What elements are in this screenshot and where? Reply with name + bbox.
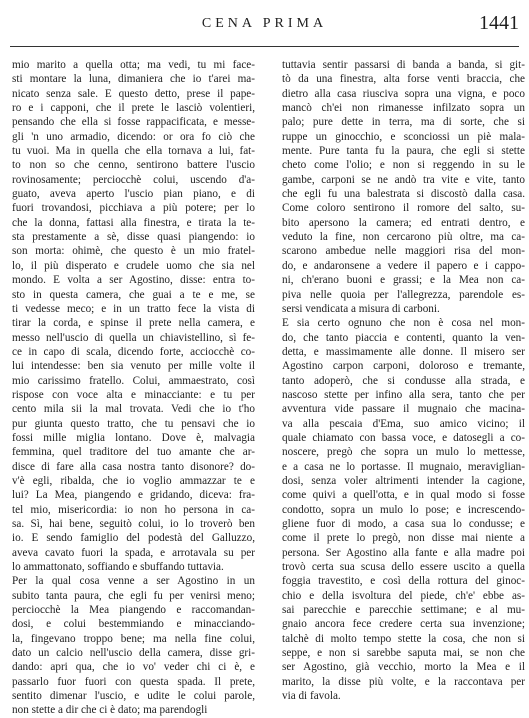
- text-line: che la donna, fattasi alla finestra, e tirata la te-: [12, 216, 255, 229]
- text-line: sto in questa camera, che guai a te e me, se: [12, 288, 255, 301]
- right-column: [282, 58, 525, 703]
- text-line: marito, la disse più volte, e la raccontava per: [282, 675, 525, 688]
- page-header: [0, 10, 529, 40]
- text-line: perciocchè la Mea piangendo e raccomandan-: [12, 604, 255, 617]
- text-line: trovò certa sua scusa dello essere uscito a quella: [282, 561, 525, 574]
- text-line: piva nelle quoia per l'allegrezza, parendole es-: [282, 288, 525, 301]
- text-line: guato, aveva aperto l'uscio pian piano, e di: [12, 188, 255, 201]
- text-line: mancò ch'ei non rimanesse infilzato sopra un: [282, 102, 525, 115]
- text-line: persona. Ser Agostino alla fante e alla madre poi: [282, 546, 525, 559]
- text-line: sai parecchie e parecchie settimane; e al mu-: [282, 604, 525, 617]
- text-line: gambe, carponi se ne andò tra vite e vite, tanto: [282, 173, 525, 186]
- text-line: mondo. E volta a ser Agostino, disse: entra to-: [12, 274, 255, 287]
- text-line: dato un calcio nell'uscio della camera, disse gri-: [12, 647, 255, 660]
- text-line: dando: apri qua, che io vo' veder chi ci è, e: [12, 661, 255, 674]
- text-line: foggia travestito, e così della rottura del ginoc-: [282, 575, 525, 588]
- page-number: 1441: [479, 12, 519, 34]
- text-line: lo, il più disperato e crudele uomo che sia nel: [12, 259, 255, 272]
- text-line: fuori trovandosi, picchiava a più potere; per lo: [12, 202, 255, 215]
- text-line: tuttavia sentir passarsi di banda a banda, si git-: [282, 59, 525, 71]
- text-line: sa. Sì, hai bene, seguitò colui, io lo troverò ben: [12, 518, 255, 530]
- header-rule: [10, 46, 519, 47]
- left-column: [12, 58, 255, 718]
- text-line: tanto adoperò, che si condusse alla strada, e: [282, 374, 525, 387]
- text-line: dietro alla casa riusciva sopra una vigna, e poco: [282, 87, 525, 100]
- text-line: dosi, senza voler altrimenti intender la cagione,: [282, 474, 525, 487]
- text-line: sersi vendicata a misura di carboni.: [282, 302, 440, 315]
- text-line: condotto, sopra un mulo lo pose; e increscendo-: [282, 503, 525, 516]
- text-line: subito tanta paura, che egli fu per venirsi meno;: [12, 589, 255, 602]
- text-line: do, e andaronsene a vedere il papero e i cappo-: [282, 259, 525, 272]
- text-line: scarono ambedue nelle maggiori risa del mon-: [282, 245, 525, 258]
- text-line: lui intendesse: ben sia venuto per mille volte il: [12, 360, 255, 373]
- text-line: detta, e massimamente alle donne. Il misero ser: [282, 345, 525, 358]
- text-line: do, che tanto piaccia e contenti, quanto la ven-: [282, 331, 525, 344]
- text-line: pur giunta questo tratto, che tu pensavi che io: [12, 417, 255, 430]
- text-line: Agostino carpon carponi, doloroso e tremante,: [282, 360, 525, 373]
- text-line: ruppe un ginocchio, e sconciossi un piè mala-: [282, 130, 525, 143]
- text-line: sti montare la luna, dimaniera che io t'arei ma-: [12, 73, 255, 86]
- text-line: Per la qual cosa venne a ser Agostino in un: [12, 575, 255, 588]
- text-line: tirar la corda, e spinse il prete nella camera, e: [12, 317, 255, 330]
- text-line: sentito dimenar l'uscio, e udite le colui parole,: [12, 690, 255, 703]
- text-line: messo nell'uscio di quella un chiavistellino, sì fe-: [12, 331, 255, 344]
- text-line: rispose con voce alta e minacciante: e tu per: [12, 388, 255, 401]
- text-line: sta prestamente a sè, disse quasi piangendo: io: [12, 231, 255, 244]
- text-line: noscere, pregò che sopra un mulo lo mettesse,: [282, 446, 525, 459]
- text-line: io. E sendo famiglio del podestà del Galluzzo,: [12, 532, 255, 545]
- text-line: nascoso stette per infino alla sera, tanto che per: [282, 388, 525, 401]
- text-line: mio marito a quella otta; ma vedi, tu mi face-: [12, 59, 255, 71]
- text-line: mio carissimo fratello. Colui, ammaestrato, così: [12, 374, 255, 387]
- text-line: va alla pescaia d'Ema, suo amico vicino; il: [282, 417, 525, 430]
- text-line: son morta: ohimè, che questo è un mio fratel-: [12, 245, 255, 258]
- text-line: talchè di molto tempo stette la cosa, che non si: [282, 632, 525, 645]
- text-line: pensando che ella si fosse rappacificata, e messe-: [12, 116, 255, 129]
- text-line: tu vuoi. Ma in quella che ella tornava a lui, fat-: [12, 145, 255, 158]
- text-line: avventura vide passare il mugnaio che macina-: [282, 403, 525, 416]
- text-line: tel mio, misericordia: io non ho persona in ca-: [12, 503, 255, 516]
- text-line: lo ammattonato, soffiando e sbuffando tuttavia.: [12, 561, 224, 574]
- text-line: ti vedesse meco; e in un tratto fece la vista di: [12, 302, 255, 315]
- text-line: gliene fuor di modo, a casa sua lo condusse; e: [282, 518, 525, 530]
- text-line: gli 'n uno armadio, dicendo: or ora fo ciò che: [12, 130, 255, 143]
- running-title: CENA PRIMA: [201, 16, 328, 31]
- text-line: aveva cavato fuori la spada, e arrotavala su per: [12, 546, 255, 559]
- text-line: femmina, quel traditore del tuo amante che ar-: [12, 446, 255, 459]
- text-line: fossi mille miglia lontano. Dove è, malvagia: [12, 431, 255, 444]
- text-line: Come coloro sentirono il romore del salto, su-: [282, 202, 525, 215]
- text-line: E sia certo ognuno che non è cosa nel mon-: [282, 317, 525, 330]
- text-line: to non so che cenno, sentirono battere l'uscio: [12, 159, 255, 172]
- text-line: la, fingevano troppo bene; ma nella fine colui,: [12, 632, 255, 645]
- text-line: nicato senza sale. E questo detto, prese il pape-: [12, 87, 255, 100]
- text-line: cento mila sii la mal trovata. Vedi che io t'ho: [12, 403, 255, 416]
- text-line: via di favola.: [282, 690, 341, 703]
- text-line: bito apersono la camera; ed entrati dentro, e: [282, 216, 525, 229]
- text-line: chio e della isvoltura del piede, ch'e' ebbe as-: [282, 589, 525, 602]
- text-line: ser Agostino, già vecchio, morto la Mea e il: [282, 661, 525, 674]
- text-line: v'è egli, ribalda, che io voglio ammazzar te e: [12, 474, 255, 487]
- text-line: e a casa ne lo portasse. Il mugnaio, meraviglian-: [282, 460, 525, 473]
- text-line: non stette a dir che ci è dato; ma parendogli: [12, 704, 208, 717]
- text-line: ni, ch'erano buoni e grassi; e la Mea non ca-: [282, 274, 525, 287]
- text-line: passarlo fuor fuori con questa spada. Il prete,: [12, 675, 255, 688]
- text-line: quale chiamato con bassa voce, e datosegli a co-: [282, 431, 525, 444]
- text-line: gnaio ancora fece credere certa sua invenzione;: [282, 618, 525, 631]
- text-line: lui? La Mea, piangendo e gridando, diceva: fra-: [12, 489, 255, 502]
- text-line: palo; pure dette in terra, ma di sorte, che si: [282, 116, 525, 129]
- text-line: ro e i capponi, che il prete le lasciò volentieri,: [12, 102, 255, 115]
- text-line: tò da una finestra, alta forse venti braccia, che: [282, 73, 525, 86]
- text-line: veduto la fine, non cercarono più oltre, ma ca-: [282, 231, 525, 244]
- text-line: che egli fu una balestrata si discostò dalla casa.: [282, 188, 525, 201]
- text-line: ce in capo di scala, dicendo forte, acciocchè co-: [12, 345, 255, 358]
- text-line: dosi, e colui bestemmiando e minacciando-: [12, 618, 255, 631]
- text-line: disce di fare alla casa nostra tanto disonore? do-: [12, 460, 255, 473]
- text-line: come quivi a quell'otta, e in qual modo si fosse: [282, 489, 525, 502]
- text-line: cheto come l'olio; e non si reggendo in su le: [282, 159, 525, 172]
- text-line: seppe, e non si sarebbe saputa mai, se non che: [282, 647, 525, 660]
- text-line: rovinosamente; perciocchè colui, uscendo d'a-: [12, 173, 255, 186]
- text-line: mente. Pure tanta fu la paura, che egli si stette: [282, 145, 525, 158]
- text-line: come il prete lo pregò, non disse mai niente a: [282, 532, 525, 545]
